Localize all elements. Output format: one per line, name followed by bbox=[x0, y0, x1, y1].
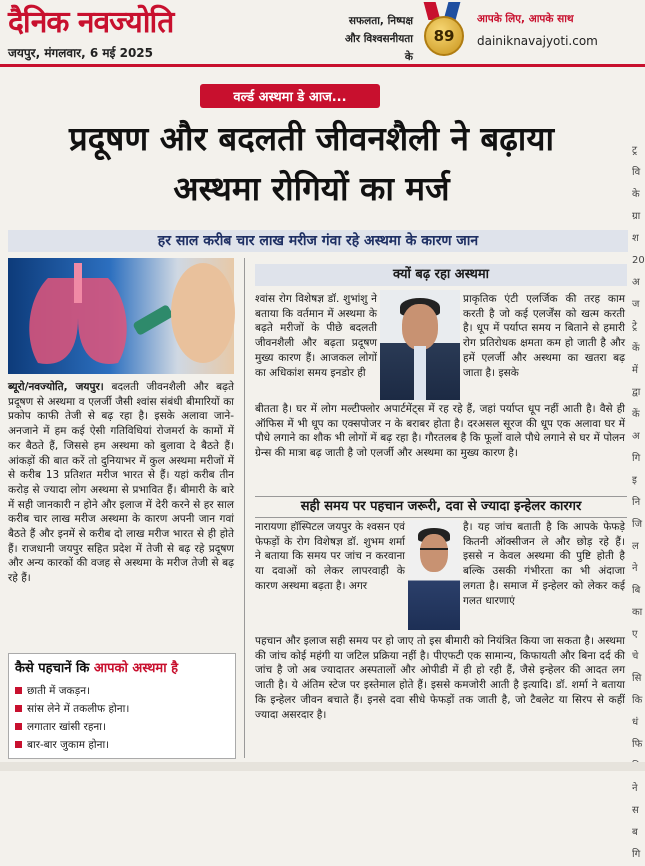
symptoms-list bbox=[15, 682, 129, 754]
doctor-photo-shubham bbox=[408, 520, 460, 630]
masthead-website[interactable]: dainiknavajyoti.com bbox=[477, 34, 598, 48]
doctor-photo-shubhanshu bbox=[380, 290, 460, 400]
symptoms-title-prefix: कैसे पहचानें कि bbox=[15, 661, 90, 676]
adjacent-column-fragment: ट्र वि के ग्रा श 20 अ ज ट्रे कें में द्वा कें अ गि इ नि जि ल ने बि का ए चे सि कि धं फि ने स ब गि bbox=[632, 145, 645, 860]
list-item: छाती में जकड़न। bbox=[15, 682, 129, 700]
section2-col-c: नारायणा हॉस्पिटल जयपुर के श्वसन एवं फेफड़ों के रोग विशेषज्ञ डॉ. शुभम शर्मा ने बताया कि समय पर जांच न करवाना या दवाओं को लेकर लापरवाही के कारण अस्थमा बढ़ता है। अगर bbox=[255, 521, 405, 592]
masthead-slogan: आपके लिए, आपके साथ bbox=[477, 13, 574, 25]
masthead-tagline: सफलता, निष्पक्ष और विश्वसनीयता के bbox=[345, 15, 413, 63]
dateline: ब्यूरो/नवज्योति, जयपुर। bbox=[8, 381, 104, 393]
doctor-face bbox=[402, 304, 438, 350]
list-item: सांस लेने में तकलीफ होना। bbox=[15, 700, 129, 718]
masthead-rule bbox=[0, 64, 645, 67]
section1-title: क्यों बढ़ रहा अस्थमा bbox=[255, 264, 627, 286]
symptoms-title bbox=[15, 658, 178, 676]
lead-story bbox=[8, 380, 234, 586]
lungs-inhaler-photo bbox=[8, 258, 234, 374]
lungs-illustration-icon bbox=[8, 258, 234, 374]
lead-text: बदलती जीवनशैली और बढ़ते प्रदूषण से अस्थमा व एलर्जी जैसी श्वांस संबंधी बीमारियों का प्रकोप काफी तेजी से बढ़ रहा है। इसके अलावा जाने-अनजाने में हम कई ऐसी गतिविधियां रोजमर्रा के कामों में कर बैठते हैं, जिससे हम अस्थमा को बुलावा दे बैठते हैं। आंकड़ों की बात करें तो दुनियाभर में कुल अस्थमा मरीजों में से करीब 13 प्रतिशत मरीज भारत से हैं। यहां करीब तीन करोड़ से ज्यादा लोग अस्थमा से प्रभावित हैं। बीमारी के बारे में सही जानकारी न होने और इलाज में देरी करने से हर साल करीब चार लाख मरीज अस्थमा के कारण अपनी जान गवां बैठते हैं और इनमें से करीब दो लाख मरीज भारत से ही होते हैं। राजधानी जयपुर सहित प्रदेश में तेजी से बढ़ रहे प्रदूषण और अन्य कारकों की वजह से अस्थमा के मरीज तेजी से बढ़ रहे हैं। bbox=[8, 381, 235, 585]
masthead-title: दैनिक नवज्योति bbox=[8, 5, 174, 40]
section2-wide: पहचान और इलाज सही समय पर हो जाए तो इस बीमारी को नियंत्रित किया जा सकता है। अस्थमा की जांच कोई महंगी या जटिल प्रक्रिया नहीं है। पीएफटी एक सामान्य, किफायती और बिना दर्द की जांच है जो अब ज्यादातर अस्पतालों और ओपीडी में ही हो रही हैं, जैसे इन्हेलर की आदत लग जाती है। ये अंतिम स्टेज पर इस्तेमाल होते हैं। इससे कमजोरी आती है इत्यादि। डॉ. शर्मा ने बताया कि इन्हेलर जीवन बचाते हैं। इनसे दवा सीधे फेफड़ों तक जाती है, जो टैबलेट या सिरप से कहीं ज्यादा असरदार है। bbox=[255, 635, 625, 721]
article-kicker: वर्ल्ड अस्थमा डे आज... bbox=[200, 84, 380, 108]
section1-col-b: प्राकृतिक एंटी एलर्जिक की तरह काम करती है जो कई एलर्जेंस को खत्म करती है। धूप में पर्याप्त समय न बिताने से हमारी रोग प्रतिरोधक क्षमता कम हो जाती है और हमें एलर्जी और अस्थमा का खतरा बढ़ जाता है। इसके bbox=[463, 293, 625, 379]
masthead-date: जयपुर, मंगलवार, 6 मई 2025 bbox=[8, 46, 153, 60]
column-divider bbox=[244, 258, 245, 758]
section2-col-d: है। यह जांच बताती है कि आपके फेफड़े कितनी ऑक्सीजन ले और छोड़ रहे हैं। इससे न केवल अस्थमा की पुष्टि होती है बल्कि उसकी गंभीरता का भी अंदाजा लगता है। समाज में इन्हेलर को लेकर कई गलत धारणाएं bbox=[463, 521, 625, 607]
list-item: लगातार खांसी रहना। bbox=[15, 718, 129, 736]
medal-number: 89 bbox=[424, 16, 464, 56]
symptoms-box bbox=[8, 653, 236, 759]
doctor-shirt bbox=[414, 346, 426, 400]
bottom-strip bbox=[0, 762, 645, 771]
section2-title: सही समय पर पहचान जरूरी, दवा से ज्यादा इन्हेलर कारगर bbox=[255, 496, 627, 518]
section1-wide: बीतता है। घर में लोग मल्टीफ्लोर अपार्टमेंट्स में रह रहे हैं, जहां पर्याप्त धूप नहीं आती है। वैसे ही ऑफिस में भी धूप का एक्सपोजर न के बराबर होता है। दरअसल सूरज की धूप एक अलावा घर में पौधे लगाने का शौक भी लोगों में बढ़ रहा है। गौरतलब है कि फूलों वाले पौधे लगाने से घर में पोलन ग्रेन्स की मात्रा बढ़ जाती है जो एलर्जी और अस्थमा का मुख्य कारण है। bbox=[255, 403, 625, 460]
list-item: बार-बार जुकाम होना। bbox=[15, 736, 129, 754]
article-subhead: हर साल करीब चार लाख मरीज गंवा रहे अस्थमा के कारण जान bbox=[157, 233, 479, 249]
glasses-icon bbox=[420, 548, 448, 556]
symptoms-title-highlight: आपको अस्थमा है bbox=[93, 661, 178, 676]
anniversary-medal bbox=[416, 2, 468, 60]
section1-col-a: श्वांस रोग विशेषज्ञ डॉ. शुभांशु ने बताया कि वर्तमान में अस्थमा के बढ़ते मरीजों के पीछे बदलती जीवनशैली और बढ़ता प्रदूषण मुख्य कारण हैं। आजकल लोगों का अधिकांश समय इनडोर ही bbox=[255, 293, 377, 379]
article-headline: प्रदूषण और बदलती जीवनशैली ने बढ़ाया अस्थमा रोगियों का मर्ज bbox=[68, 119, 555, 208]
